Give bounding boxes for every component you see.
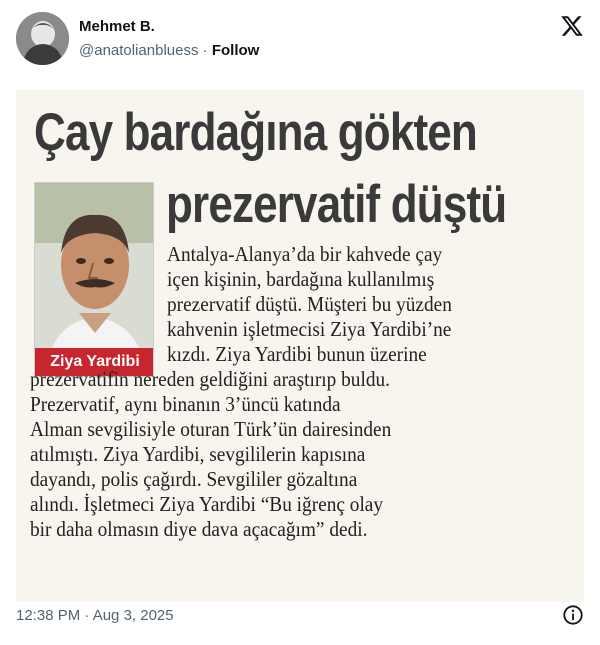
clipping-headline-line2: prezervatif düştü <box>166 175 507 234</box>
tweet-footer <box>16 604 584 628</box>
article-line: dayandı, polis çağırdı. Sevgililer gözaltına <box>30 467 358 491</box>
article-line: alındı. İşletmeci Ziya Yardibi “Bu iğrenç olay <box>30 492 384 516</box>
article-line: kızdı. Ziya Yardibi bunun üzerine <box>167 342 427 366</box>
article-line: bir daha olmasın diye dava açacağım” dedi. <box>30 517 368 541</box>
author-name[interactable]: Mehmet B. <box>79 18 155 35</box>
avatar-image <box>16 12 69 65</box>
article-line: kahvenin işletmecisi Ziya Yardibi’ne <box>167 317 452 341</box>
article-line: atılmıştı. Ziya Yardibi, sevgililerin kapısına <box>30 442 366 466</box>
article-line: Alman sevgilisiyle oturan Türk’ün dairesinden <box>30 417 392 441</box>
newspaper-clipping-image[interactable] <box>16 90 584 602</box>
avatar[interactable] <box>16 12 69 65</box>
x-logo-icon[interactable] <box>560 14 584 38</box>
article-line: Prezervatif, aynı binanın 3’üncü katında <box>30 392 341 416</box>
photo-caption: Ziya Yardibi <box>35 348 154 376</box>
article-line: Antalya-Alanya’da bir kahvede çay <box>167 242 443 266</box>
article-text-narrow <box>167 242 477 367</box>
article-text-wide <box>30 367 423 542</box>
clipping-headline-line1: Çay bardağına gökten <box>34 103 477 162</box>
info-icon[interactable] <box>562 604 584 626</box>
handle-row <box>79 42 259 59</box>
separator-dot: · <box>198 42 212 59</box>
article-line: içen kişinin, bardağına kullanılmış <box>167 267 435 291</box>
article-line: prezervatif düştü. Müşteri bu yüzden <box>167 292 452 316</box>
author-handle[interactable]: @anatolianbluess <box>79 42 199 59</box>
article-line: prezervatifin nereden geldiğini araştırıp buldu. <box>30 367 390 391</box>
follow-button[interactable]: Follow <box>211 42 260 59</box>
portrait-photo <box>34 182 154 377</box>
tweet-timestamp[interactable]: 12:38 PM · Aug 3, 2025 <box>16 607 174 624</box>
tweet-header <box>16 12 584 68</box>
